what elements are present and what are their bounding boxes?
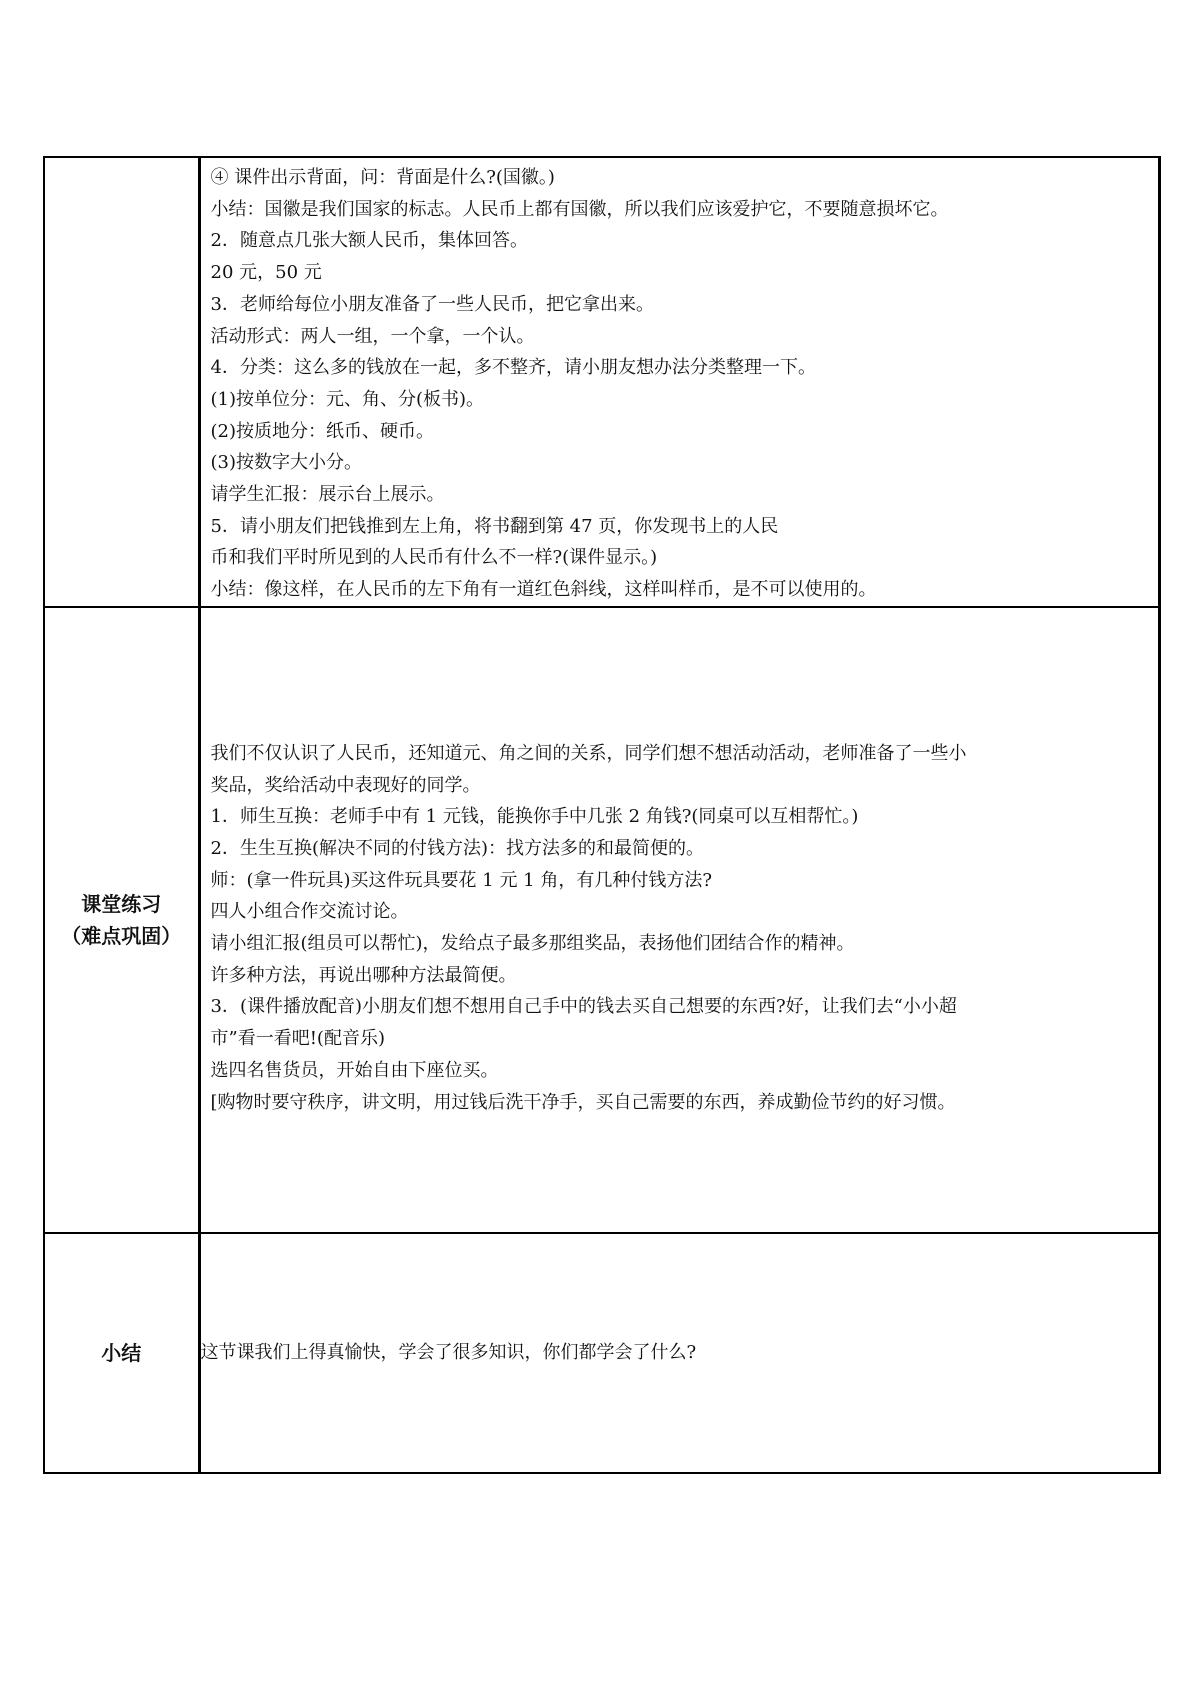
row-content-summary (199, 1233, 1159, 1473)
content-line: 选四名售货员，开始自由下座位买。 (210, 1059, 499, 1081)
content-line: (2)按质地分：纸币、硬币。 (210, 420, 434, 442)
lesson-plan-table (43, 156, 1161, 1474)
row-label-summary (44, 1233, 199, 1473)
content-line: 小结：像这样，在人民币的左下角有一道红色斜线，这样叫样币，是不可以使用的。 (210, 579, 877, 601)
content-line: 许多种方法，再说出哪种方法最简便。 (210, 964, 517, 986)
row-content-activities (199, 157, 1159, 607)
content-line: 20 元，50 元 (210, 262, 322, 284)
row-content-classroom-practice (199, 607, 1159, 1233)
content-line: (1)按单位分：元、角、分(板书)。 (210, 388, 485, 410)
content-line: 1．师生互换：老师手中有 1 元钱，能换你手中几张 2 角钱?(同桌可以互相帮忙。) (210, 806, 859, 828)
content-line: 4．分类：这么多的钱放在一起，多不整齐，请小朋友想办法分类整理一下。 (210, 357, 816, 379)
content-line: 2．随意点几张大额人民币，集体回答。 (210, 230, 528, 252)
row-label-line1: 课堂练习 (81, 891, 162, 916)
row-label-empty (44, 157, 199, 607)
summary-text: 这节课我们上得真愉快，学会了很多知识，你们都学会了什么? (200, 1341, 697, 1363)
content-line: (3)按数字大小分。 (210, 452, 362, 474)
table-row-classroom-practice (44, 607, 1159, 1233)
content-line: 奖品，奖给活动中表现好的同学。 (210, 774, 481, 796)
table-row-summary (44, 1233, 1159, 1473)
table-row-activities (44, 157, 1159, 607)
content-line: 3．(课件播放配音)小朋友们想不想用自己手中的钱去买自己想要的东西?好，让我们去“小小超 (210, 996, 957, 1018)
content-line: ④ 课件出示背面，问：背面是什么?(国徽。) (210, 167, 555, 188)
content-line: [购物时要守秩序，讲文明，用过钱后洗干净手，买自己需要的东西，养成勤俭节约的好习惯。 (210, 1091, 956, 1113)
row-label-line2: （难点巩固） (61, 923, 182, 948)
content-line: 币和我们平时所见到的人民币有什么不一样?(课件显示。) (210, 547, 658, 569)
row-label-classroom-practice (44, 607, 199, 1233)
content-line: 2．生生互换(解决不同的付钱方法)：找方法多的和最简便的。 (210, 837, 704, 859)
content-line: 活动形式：两人一组，一个拿，一个认。 (210, 325, 535, 347)
content-line: 市”看一看吧!(配音乐) (210, 1028, 385, 1050)
content-line: 师：(拿一件玩具)买这件玩具要花 1 元 1 角，有几种付钱方法? (210, 869, 712, 891)
content-line: 请小组汇报(组员可以帮忙)，发给点子最多那组奖品，表扬他们团结合作的精神。 (210, 933, 855, 955)
row-label-text: 小结 (101, 1340, 142, 1365)
content-line: 3．老师给每位小朋友准备了一些人民币，把它拿出来。 (210, 293, 654, 315)
content-line: 四人小组合作交流讨论。 (210, 901, 409, 923)
content-line: 我们不仅认识了人民币，还知道元、角之间的关系，同学们想不想活动活动，老师准备了一些小 (210, 742, 967, 764)
content-line: 5．请小朋友们把钱推到左上角，将书翻到第 47 页，你发现书上的人民 (210, 515, 779, 537)
content-line: 小结：国徽是我们国家的标志。人民币上都有国徽，所以我们应该爱护它，不要随意损坏它。 (210, 198, 949, 220)
content-line: 请学生汇报：展示台上展示。 (210, 484, 445, 506)
